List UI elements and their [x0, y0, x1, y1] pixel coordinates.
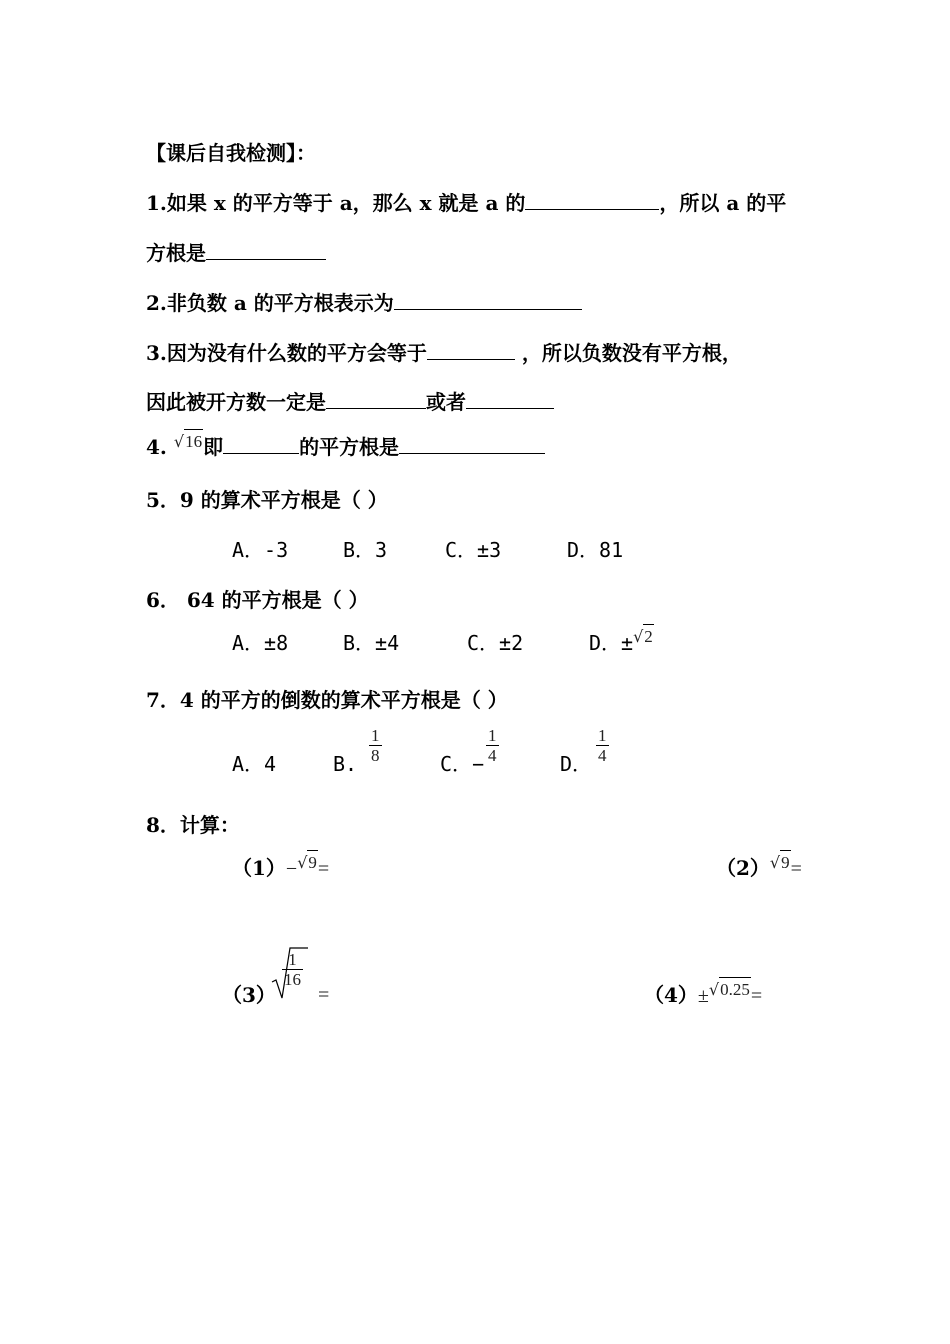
q6-option-d-label: D．± [589, 631, 634, 655]
q1-blank-1[interactable] [525, 189, 659, 210]
q6-sqrt-2: √2 [633, 627, 654, 646]
radical-icon: √ [708, 980, 720, 999]
q7-option-a[interactable]: A．4 [232, 752, 277, 776]
q8-item-3-label: （3） [222, 983, 276, 1007]
question-1-line-1 [146, 189, 786, 215]
q1-text-a: 1.如果 x 的平方等于 a，那么 x 就是 a 的 [146, 191, 526, 215]
q6-option-b[interactable]: B．±4 [343, 631, 400, 655]
q3-text-b: ，所以负数没有平方根， [521, 341, 742, 365]
question-5: 5．9 的算术平方根是（ ） [146, 488, 388, 512]
q4-text-a: 即 [203, 435, 224, 459]
q8-item-3 [222, 983, 276, 1007]
q8-item-2-sqrt: √9 [770, 853, 791, 872]
q7-option-b[interactable] [333, 726, 380, 776]
q5-option-a[interactable]: A．-3 [232, 538, 289, 562]
q5-option-b[interactable]: B．3 [343, 538, 388, 562]
q4-number: 4. [146, 435, 167, 459]
q8-item-1-label: （1） [232, 856, 286, 880]
q8-item-2-label: （2） [716, 856, 770, 880]
q2-blank[interactable] [394, 289, 582, 310]
q7-option-c[interactable] [440, 726, 497, 776]
radical-icon: √ [633, 627, 644, 646]
q8-item-4-label: （4） [644, 983, 698, 1007]
q3-blank-2[interactable] [326, 388, 426, 409]
q7-option-c-fraction: $\frac{1}{4}$ [488, 726, 497, 765]
q7-option-d-label: D． [560, 752, 593, 776]
q8-item-1: （1）−$^{√9}$= [232, 856, 329, 882]
q2-text: 2.非负数 a 的平方根表示为 [146, 291, 394, 315]
q5-option-c[interactable]: C．±3 [445, 538, 502, 562]
q6-option-d[interactable] [589, 627, 654, 657]
radical-icon: √ [173, 432, 185, 451]
q3-text-c: 因此被开方数一定是 [146, 390, 326, 414]
question-2 [146, 289, 582, 315]
q8-item-1-sqrt: √9 [297, 853, 318, 872]
q1-text-c: 方根是 [146, 241, 206, 265]
question-8: 8．计算： [146, 813, 240, 837]
q1-text-b: ，所以 a 的平 [659, 191, 787, 215]
question-1-line-2 [146, 239, 326, 265]
q7-option-c-label: C．− [440, 752, 485, 776]
q8-item-4-sqrt: √0.25 [709, 980, 751, 999]
q3-blank-3[interactable] [466, 388, 554, 409]
radical-icon: √ [769, 853, 781, 872]
q6-option-a[interactable]: A．±8 [232, 631, 289, 655]
question-6: 6． 64 的平方根是（ ） [146, 588, 369, 612]
q1-blank-2[interactable] [206, 239, 326, 260]
q3-blank-1[interactable] [427, 339, 515, 360]
q4-blank-2[interactable] [399, 433, 545, 454]
q4-sqrt-16: √16 [174, 432, 203, 451]
radical-icon: √ [297, 853, 308, 872]
question-3-line-2 [146, 388, 554, 414]
q3-text-a: 3.因为没有什么数的平方会等于 [146, 341, 427, 365]
question-3-line-1 [146, 339, 742, 365]
q7-option-b-fraction: $\frac{1}{8}$ [371, 726, 380, 765]
q8-item-4: （4）±$^{√0.25}$= [644, 983, 762, 1009]
q8-item-2: $(2)^{√9}=$ [716, 856, 802, 882]
q8-item-3-fraction: $\frac{1}{16}$ [284, 950, 301, 989]
q3-text-d: 或者 [426, 390, 466, 414]
question-4 [146, 433, 545, 461]
q6-option-c[interactable]: C．±2 [467, 631, 524, 655]
q7-option-d[interactable] [560, 726, 607, 776]
q7-option-b-label: B. [333, 752, 358, 776]
q4-blank-1[interactable] [223, 433, 299, 454]
q7-option-d-fraction: $\frac{1}{4}$ [598, 726, 607, 765]
q5-option-d[interactable]: D．81 [567, 538, 624, 562]
q4-text-b: 的平方根是 [299, 435, 400, 459]
q8-item-3-equals: = [318, 984, 330, 1006]
question-7: 7．4 的平方的倒数的算术平方根是（ ） [146, 688, 508, 712]
section-header: 【课后自我检测】： [146, 141, 316, 165]
